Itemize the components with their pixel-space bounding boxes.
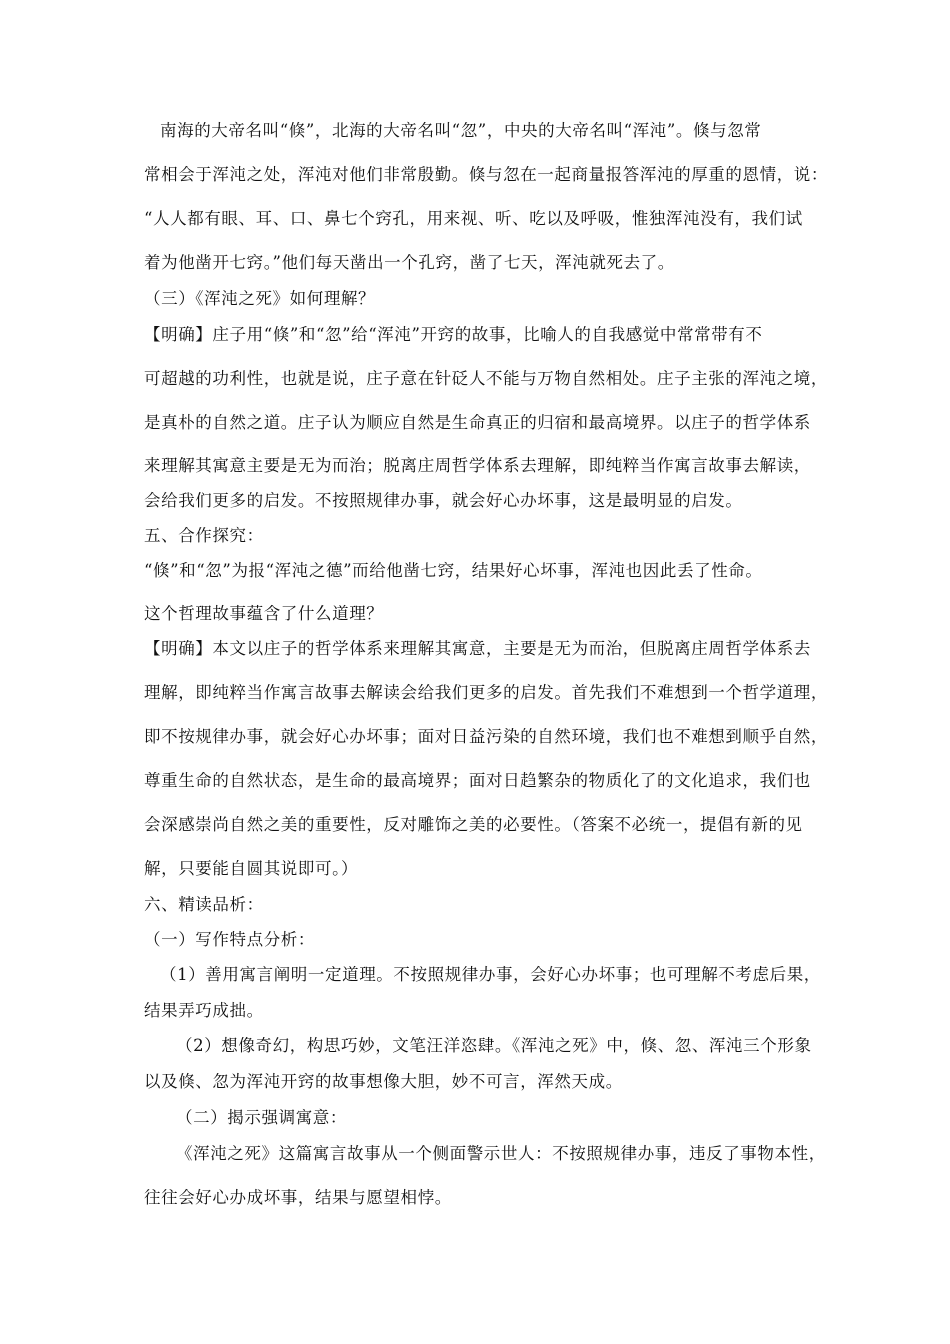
paragraph-line: 《浑沌之死》这篇寓言故事从一个侧面警示世人：不按照规律办事，违反了事物本性，: [176, 1144, 826, 1163]
paragraph-line: “倏”和“忽”为报“浑沌之德”而给他凿七窍，结果好心坏事，浑沌也因此丢了性命。: [144, 561, 763, 580]
paragraph-line: （2）想像奇幻，构思巧妙，文笔汪洋恣肆。《浑沌之死》中，倏、忽、浑沌三个形象: [176, 1036, 812, 1055]
paragraph-line: 会深感崇尚自然之美的重要性，反对雕饰之美的必要性。（答案不必统一，提倡有新的见: [144, 815, 803, 834]
paragraph-line: （1）善用寓言阐明一定道理。不按照规律办事，会好心办坏事；也可理解不考虑后果，: [160, 965, 821, 984]
paragraph-line: 会给我们更多的启发。不按照规律办事，就会好心办坏事，这是最明显的启发。: [144, 491, 743, 510]
paragraph-line: 结果弄巧成拙。: [144, 1001, 264, 1020]
section-heading: （二）揭示强调寓意：: [176, 1108, 347, 1127]
paragraph-line: 可超越的功利性，也就是说，庄子意在针砭人不能与万物自然相处。庄子主张的浑沌之境，: [144, 369, 828, 388]
paragraph-line: 尊重生命的自然状态，是生命的最高境界；面对日趋繁杂的物质化了的文化追求，我们也: [144, 771, 811, 790]
paragraph-line: 来理解其寓意主要是无为而治；脱离庄周哲学体系去理解，即纯粹当作寓言故事去解读，: [144, 456, 811, 475]
paragraph-line: 【明确】本文以庄子的哲学体系来理解其寓意，主要是无为而治，但脱离庄周哲学体系去: [144, 639, 811, 658]
paragraph-line: 即不按规律办事，就会好心办坏事；面对日益污染的自然环境，我们也不难想到顺乎自然，: [144, 727, 828, 746]
paragraph-line: “人人都有眼、耳、口、鼻七个窍孔，用来视、听、吃以及呼吸，惟独浑沌没有，我们试: [144, 209, 803, 228]
paragraph-line: 这个哲理故事蕴含了什么道理？: [144, 604, 384, 623]
paragraph-line: 是真朴的自然之道。庄子认为顺应自然是生命真正的归宿和最高境界。以庄子的哲学体系: [144, 413, 811, 432]
section-heading: （三）《浑沌之死》如何理解？: [144, 289, 376, 308]
paragraph-line: 以及倏、忽为浑沌开窍的故事想像大胆，妙不可言，浑然天成。: [144, 1072, 623, 1091]
section-heading: 五、合作探究：: [144, 526, 264, 545]
paragraph-line: 往往会好心办成坏事，结果与愿望相悖。: [144, 1188, 452, 1207]
paragraph-line: 着为他凿开七窍。”他们每天凿出一个孔窍，凿了七天，浑沌就死去了。: [144, 253, 675, 272]
paragraph-line: 南海的大帝名叫“倏”，北海的大帝名叫“忽”，中央的大帝名叫“浑沌”。倏与忽常: [160, 121, 762, 140]
paragraph-line: 常相会于浑沌之处，浑沌对他们非常殷勤。倏与忽在一起商量报答浑沌的厚重的恩情，说：: [144, 165, 828, 184]
section-heading: （一）写作特点分析：: [144, 930, 315, 949]
paragraph-line: 【明确】庄子用“倏”和“忽”给“浑沌”开窍的故事，比喻人的自我感觉中常常带有不: [144, 325, 763, 344]
paragraph-line: 解，只要能自圆其说即可。）: [144, 859, 359, 878]
paragraph-line: 理解，即纯粹当作寓言故事去解读会给我们更多的启发。首先我们不难想到一个哲学道理，: [144, 683, 828, 702]
section-heading: 六、精读品析：: [144, 895, 264, 914]
